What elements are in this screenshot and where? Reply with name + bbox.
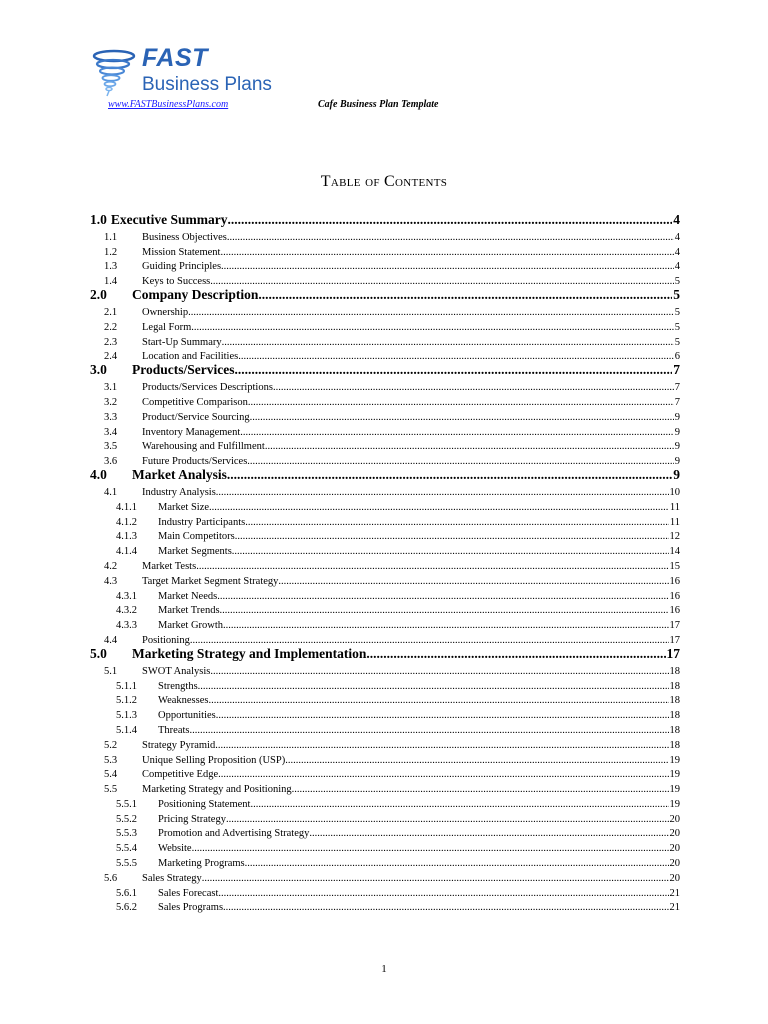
- toc-entry[interactable]: [90, 869, 680, 884]
- toc-entry-page: 9: [674, 411, 680, 423]
- toc-heading: Table of Contents: [320, 173, 448, 190]
- toc-entry[interactable]: [90, 408, 680, 423]
- toc-entry-leader: [216, 710, 669, 721]
- toc-entry[interactable]: [90, 513, 680, 528]
- toc-entry[interactable]: [90, 721, 680, 736]
- toc-entry-page: 7: [673, 362, 680, 378]
- toc-entry-leader: [190, 635, 669, 646]
- toc-entry[interactable]: [90, 557, 680, 572]
- toc-entry[interactable]: [90, 662, 680, 677]
- toc-entry-title: Threats: [158, 724, 190, 736]
- toc-entry-leader: [192, 843, 669, 854]
- toc-entry-number: 1.4: [104, 276, 118, 288]
- toc-entry-page: 9: [674, 441, 680, 453]
- toc-entry-number: 2.2: [104, 321, 118, 333]
- toc-entry[interactable]: [90, 780, 680, 795]
- toc-entry-title: Mission Statement: [142, 246, 221, 258]
- toc-entry-leader: [366, 646, 665, 662]
- toc-entry-leader: [223, 902, 668, 913]
- toc-entry-page: 9: [674, 426, 680, 438]
- toc-entry-title: Target Market Segment Strategy: [142, 575, 279, 587]
- toc-entry-page: 14: [669, 546, 680, 558]
- toc-entry-title: SWOT Analysis: [142, 665, 211, 677]
- toc-entry-title: Competitive Comparison: [142, 396, 248, 408]
- toc-entry-leader: [208, 695, 668, 706]
- toc-entry-page: 9: [674, 456, 680, 468]
- toc-entry-number: 5.1.3: [116, 710, 137, 722]
- toc-entry-page: 5: [673, 287, 680, 303]
- toc-entry-title: Inventory Management: [142, 426, 241, 438]
- toc-entry-leader: [217, 591, 668, 602]
- toc-entry-number: 5.5: [104, 784, 118, 796]
- toc-entry[interactable]: [90, 646, 680, 662]
- toc-entry-title: Promotion and Advertising Strategy: [158, 828, 310, 840]
- toc-entry-number: 5.1: [104, 665, 118, 677]
- toc-entry-number: 3.3: [104, 411, 118, 423]
- toc-entry-number: 2.1: [104, 306, 118, 318]
- toc-entry-leader: [216, 487, 669, 498]
- toc-entry-leader: [250, 799, 668, 810]
- toc-entry-leader: [285, 755, 668, 766]
- toc-entry-page: 20: [669, 843, 680, 855]
- toc-entry[interactable]: [90, 348, 680, 363]
- toc-entry-page: 19: [669, 754, 680, 766]
- document-title: Cafe Business Plan Template: [318, 99, 439, 110]
- toc-entry-number: 4.3.2: [116, 605, 137, 617]
- toc-entry-number: 5.0: [90, 645, 107, 661]
- toc-entry[interactable]: [90, 528, 680, 543]
- toc-entry-title: Products/Services: [132, 362, 235, 378]
- toc-entry[interactable]: [90, 602, 680, 617]
- toc-entry-leader: [202, 873, 669, 884]
- toc-entry-number: 5.5.3: [116, 828, 137, 840]
- page-number: 1: [381, 963, 387, 975]
- toc-entry-title: Market Trends: [158, 605, 220, 617]
- toc-entry-number: 3.6: [104, 456, 118, 468]
- toc-entry-title: Positioning Statement: [158, 798, 251, 810]
- toc-entry-title: Future Products/Services: [142, 456, 248, 468]
- toc-entry-leader: [227, 232, 674, 243]
- toc-entry-leader: [220, 605, 669, 616]
- toc-entry-leader: [238, 351, 674, 362]
- table-of-contents: [90, 212, 680, 913]
- toc-entry-page: 11: [669, 501, 680, 513]
- toc-entry-title: Warehousing and Fulfillment: [142, 441, 265, 453]
- toc-entry-title: Products/Services Descriptions: [142, 382, 273, 394]
- toc-entry-leader: [250, 412, 674, 423]
- toc-entry-number: 4.2: [104, 560, 118, 572]
- toc-entry-title: Keys to Success: [142, 276, 211, 288]
- toc-entry-number: 4.3.3: [116, 620, 137, 632]
- toc-entry-title: Opportunities: [158, 710, 216, 722]
- toc-entry-number: 5.5.2: [116, 813, 137, 825]
- toc-entry-page: 4: [673, 212, 680, 227]
- toc-entry-page: 20: [669, 813, 680, 825]
- toc-entry-leader: [232, 546, 669, 557]
- toc-entry-title: Marketing Strategy and Positioning: [142, 784, 292, 796]
- toc-entry[interactable]: [90, 572, 680, 587]
- toc-entry-leader: [235, 531, 669, 542]
- toc-entry[interactable]: [90, 498, 680, 513]
- toc-entry-number: 5.2: [104, 739, 118, 751]
- toc-entry-page: 18: [669, 665, 680, 677]
- toc-entry-leader: [258, 287, 672, 303]
- toc-entry-number: 5.5.5: [116, 858, 137, 870]
- toc-entry-page: 21: [669, 902, 680, 914]
- toc-entry-title: Industry Analysis: [142, 486, 216, 498]
- toc-entry-number: 5.3: [104, 754, 118, 766]
- toc-entry-leader: [292, 784, 669, 795]
- toc-entry[interactable]: [90, 854, 680, 869]
- toc-entry[interactable]: [90, 467, 680, 483]
- toc-entry[interactable]: [90, 751, 680, 766]
- toc-entry-title: Marketing Programs: [158, 858, 245, 870]
- toc-entry[interactable]: [90, 228, 680, 243]
- toc-entry-page: 16: [669, 575, 680, 587]
- toc-entry-number: 1.1: [104, 231, 118, 243]
- toc-entry-title: Sales Programs: [158, 902, 224, 914]
- toc-entry-number: 3.1: [104, 382, 118, 394]
- toc-entry-title: Guiding Principles: [142, 261, 222, 273]
- toc-entry-number: 5.6.2: [116, 902, 137, 914]
- toc-entry-leader: [226, 814, 669, 825]
- toc-entry[interactable]: [90, 884, 680, 899]
- toc-entry-leader: [220, 247, 673, 258]
- toc-entry-leader: [222, 337, 674, 348]
- toc-entry-title: Strategy Pyramid: [142, 739, 216, 751]
- toc-entry-number: 1.2: [104, 246, 118, 258]
- toc-entry-title: Marketing Strategy and Implementation: [132, 645, 367, 661]
- toc-entry[interactable]: [90, 318, 680, 333]
- toc-entry[interactable]: [90, 287, 680, 303]
- toc-entry-page: 4: [674, 231, 680, 243]
- toc-entry[interactable]: [90, 839, 680, 854]
- toc-entry-leader: [240, 427, 673, 438]
- toc-entry-leader: [210, 276, 674, 287]
- toc-entry-number: 3.4: [104, 426, 118, 438]
- toc-entry-leader: [245, 517, 669, 528]
- toc-entry-page: 20: [669, 858, 680, 870]
- toc-entry-title: Legal Form: [142, 321, 192, 333]
- toc-entry[interactable]: [90, 616, 680, 631]
- toc-entry-title: Product/Service Sourcing: [142, 411, 250, 423]
- toc-entry-page: 19: [669, 798, 680, 810]
- toc-entry-page: 7: [674, 382, 680, 394]
- toc-entry[interactable]: [90, 899, 680, 914]
- toc-entry-number: 1.0: [90, 212, 107, 227]
- toc-entry-number: 3.0: [90, 362, 107, 378]
- toc-entry-number: 4.1.2: [116, 516, 137, 528]
- toc-entry[interactable]: [90, 825, 680, 840]
- toc-entry-title: Strengths: [158, 680, 198, 692]
- toc-entry-leader: [245, 858, 669, 869]
- toc-entry-page: 5: [674, 321, 680, 333]
- toc-entry-number: 3.2: [104, 396, 118, 408]
- toc-entry-title: Pricing Strategy: [158, 813, 226, 825]
- toc-entry-title: Market Needs: [158, 590, 218, 602]
- toc-entry-title: Market Segments: [158, 546, 232, 558]
- toc-entry-leader: [265, 441, 674, 452]
- toc-entry-page: 17: [666, 645, 680, 661]
- toc-entry-number: 2.3: [104, 336, 118, 348]
- toc-entry-page: 10: [669, 486, 680, 498]
- website-link[interactable]: www.FASTBusinessPlans.com: [108, 99, 229, 110]
- toc-entry-page: 9: [673, 467, 680, 483]
- tornado-logo-icon: [92, 48, 138, 98]
- toc-entry-title: Positioning: [142, 634, 190, 646]
- toc-entry-page: 5: [674, 306, 680, 318]
- toc-entry-leader: [218, 888, 668, 899]
- toc-entry-number: 3.5: [104, 441, 118, 453]
- toc-entry-page: 17: [669, 634, 680, 646]
- toc-entry-number: 4.0: [90, 467, 107, 483]
- toc-entry-leader: [309, 828, 668, 839]
- toc-entry-number: 4.1: [104, 486, 118, 498]
- toc-entry-number: 4.1.1: [116, 501, 137, 513]
- toc-entry-title: Market Growth: [158, 620, 224, 632]
- toc-entry-title: Sales Forecast: [158, 887, 219, 899]
- toc-entry[interactable]: [90, 736, 680, 751]
- toc-entry-number: 5.1.1: [116, 680, 137, 692]
- logo-text-fast: FAST: [142, 44, 208, 72]
- toc-entry[interactable]: [90, 438, 680, 453]
- toc-entry[interactable]: [90, 483, 680, 498]
- toc-entry-leader: [234, 362, 672, 378]
- toc-entry-number: 1.3: [104, 261, 118, 273]
- toc-entry-number: 4.1.3: [116, 531, 137, 543]
- toc-entry-number: 4.3: [104, 575, 118, 587]
- toc-entry-title: Executive Summary: [110, 212, 228, 227]
- toc-entry-leader: [188, 307, 674, 318]
- toc-entry[interactable]: [90, 378, 680, 393]
- toc-entry-page: 15: [669, 560, 680, 572]
- toc-entry-title: Location and Facilities: [142, 351, 239, 363]
- toc-entry[interactable]: [90, 393, 680, 408]
- toc-entry-leader: [209, 502, 669, 513]
- toc-entry-page: 18: [669, 680, 680, 692]
- toc-entry-page: 16: [669, 590, 680, 602]
- toc-entry-leader: [227, 467, 672, 483]
- toc-entry-number: 5.4: [104, 769, 118, 781]
- toc-entry-page: 19: [669, 784, 680, 796]
- toc-entry-page: 20: [669, 828, 680, 840]
- toc-entry[interactable]: [90, 677, 680, 692]
- toc-entry-number: 4.3.1: [116, 590, 137, 602]
- toc-entry-title: Sales Strategy: [142, 872, 202, 884]
- toc-entry-page: 5: [674, 336, 680, 348]
- toc-entry-number: 5.5.1: [116, 798, 137, 810]
- toc-entry-page: 6: [674, 351, 680, 363]
- toc-entry-leader: [278, 576, 668, 587]
- toc-entry-page: 19: [669, 769, 680, 781]
- toc-entry-number: 2.0: [90, 287, 107, 303]
- toc-entry-number: 4.4: [104, 634, 118, 646]
- toc-entry-leader: [191, 322, 673, 333]
- toc-entry-page: 18: [669, 695, 680, 707]
- toc-entry[interactable]: [90, 706, 680, 721]
- toc-entry-page: 5: [674, 276, 680, 288]
- toc-entry-leader: [215, 740, 668, 751]
- toc-entry-page: 4: [674, 261, 680, 273]
- toc-entry-title: Main Competitors: [158, 531, 235, 543]
- toc-entry-number: 5.5.4: [116, 843, 137, 855]
- toc-entry-leader: [227, 212, 672, 228]
- toc-entry-number: 5.6: [104, 872, 118, 884]
- toc-entry-page: 21: [669, 887, 680, 899]
- toc-entry-leader: [248, 397, 674, 408]
- toc-entry-leader: [190, 725, 669, 736]
- toc-entry-leader: [223, 620, 668, 631]
- toc-entry-title: Market Analysis: [132, 467, 227, 483]
- toc-entry-title: Market Size: [158, 501, 210, 513]
- toc-entry-number: 5.1.4: [116, 724, 137, 736]
- toc-entry[interactable]: [90, 631, 680, 646]
- toc-entry[interactable]: [90, 795, 680, 810]
- toc-entry-page: 18: [669, 710, 680, 722]
- toc-entry-number: 5.6.1: [116, 887, 137, 899]
- toc-entry-number: 2.4: [104, 351, 118, 363]
- toc-entry[interactable]: [90, 452, 680, 467]
- toc-entry-leader: [273, 382, 674, 393]
- toc-entry[interactable]: [90, 362, 680, 378]
- toc-entry-title: Market Tests: [142, 560, 197, 572]
- toc-entry-page: 4: [674, 246, 680, 258]
- toc-entry-title: Ownership: [142, 306, 189, 318]
- toc-entry-leader: [221, 261, 674, 272]
- toc-entry-title: Website: [158, 843, 192, 855]
- toc-entry-number: 4.1.4: [116, 546, 137, 558]
- toc-entry-page: 18: [669, 724, 680, 736]
- toc-entry[interactable]: [90, 243, 680, 258]
- toc-entry[interactable]: [90, 258, 680, 273]
- logo-text-business-plans: Business Plans: [142, 74, 272, 95]
- toc-entry-leader: [196, 561, 668, 572]
- toc-entry-title: Unique Selling Proposition (USP): [142, 754, 286, 766]
- toc-entry[interactable]: [90, 333, 680, 348]
- toc-entry-leader: [218, 769, 668, 780]
- toc-entry-title: Business Objectives: [142, 231, 227, 243]
- toc-entry-title: Competitive Edge: [142, 769, 219, 781]
- toc-entry-page: 18: [669, 739, 680, 751]
- toc-entry-page: 20: [669, 872, 680, 884]
- toc-entry[interactable]: [90, 587, 680, 602]
- toc-entry-leader: [210, 666, 668, 677]
- toc-entry[interactable]: [90, 272, 680, 287]
- toc-entry-title: Weaknesses: [158, 695, 209, 707]
- toc-entry-title: Start-Up Summary: [142, 336, 222, 348]
- toc-entry-number: 5.1.2: [116, 695, 137, 707]
- toc-entry-page: 17: [669, 620, 680, 632]
- fast-business-plans-logo: [92, 44, 292, 104]
- toc-entry[interactable]: [90, 692, 680, 707]
- toc-entry[interactable]: [90, 423, 680, 438]
- toc-entry[interactable]: [90, 212, 680, 228]
- toc-entry[interactable]: [90, 766, 680, 781]
- toc-entry-page: 12: [669, 531, 680, 543]
- toc-entry-title: Industry Participants: [158, 516, 246, 528]
- toc-entry-page: 11: [669, 516, 680, 528]
- toc-entry[interactable]: [90, 303, 680, 318]
- toc-entry[interactable]: [90, 810, 680, 825]
- toc-entry-page: 7: [674, 396, 680, 408]
- toc-entry[interactable]: [90, 542, 680, 557]
- toc-entry-page: 16: [669, 605, 680, 617]
- toc-entry-leader: [247, 456, 673, 467]
- toc-entry-leader: [198, 681, 669, 692]
- toc-entry-title: Company Description: [132, 287, 259, 303]
